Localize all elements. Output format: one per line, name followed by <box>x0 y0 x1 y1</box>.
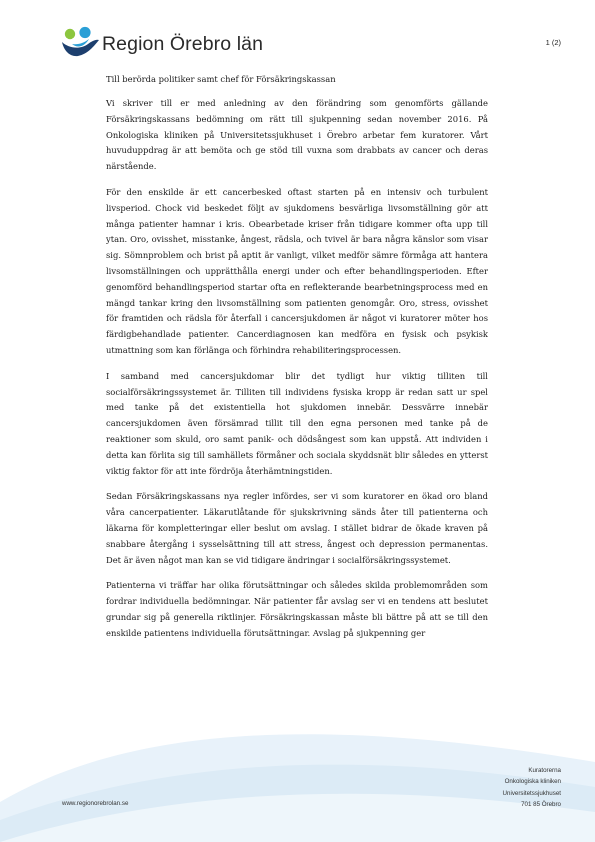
org-name: Region Örebro län <box>102 33 264 55</box>
address-line: Kuratorerna <box>528 767 561 774</box>
region-logo-icon <box>58 24 102 64</box>
paragraph: För den enskilde är ett cancerbesked oftast starten på en intensiv och turbulent livsperiod. Chock vid beskedet följt av sjukdomens besvärliga livsomställning gör att många patienter hamnar i kris. Obearbetade kriser från tidigare kommer ofta upp till ytan. Oro, ovisshet, misstanke, ångest, rädsla, och tvivel är bara några känslor som visar sig. Sömnproblem och brist på aptit är vanligt, vilket medför sämre förmåga att hantera livsomställningen och upprätthålla energi under och efter behandlingsperioden. Efter genomförd behandlingsperiod startar ofta en reflekterande bearbetningsprocess med en mängd tankar kring den livsomställning som patienten genomgår. Oro, stress, ovisshet för framtiden och rädsla för återfall i cancersjukdomen är något vi kuratorer möter hos färdigbehandlade patienter. Cancerdiagnosen kan medföra en fysisk och psykisk utmattning som kan förlänga och förhindra rehabiliteringsprocessen. <box>106 186 488 355</box>
sender-address <box>503 765 561 810</box>
letter-body <box>106 72 488 652</box>
address-line: Onkologiska kliniken <box>504 778 561 786</box>
salutation: Till berörda politiker samt chef för Försäkringskassan <box>106 74 336 84</box>
page-number: 1 (2) <box>545 38 561 47</box>
paragraph: Sedan Försäkringskassans nya regler infördes, ser vi som kuratorer en ökad oro bland våra cancerpatienter. Läkarutlåtande för sjukskrivning sänds åter till patienterna och läkarna för kompletteringar eller beslut om avslag. I stället bidrar de ökade kraven på snabbare återgång i sysselsättning till att stress, ångest och depression permanentas. Det är även något man kan se vid tidigare ändringar i socialförsäkringssystemet. <box>106 491 488 565</box>
paragraph: Patienterna vi träffar har olika förutsättningar och således skilda problemområden som fordrar individuella bedömningar. När patienter får avslag ser vi en tendens att beslutet grundar sig på generella riktlinjer. Försäkringskassan måste bli bättre på att se till den enskilde patientens individuella förutsättningar. Avslag på sjukpenning ger <box>106 580 488 638</box>
region-orebro-logo <box>58 24 318 64</box>
address-line: 701 85 Örebro <box>521 800 561 808</box>
paragraph: I samband med cancersjukdomar blir det tydligt hur viktig tilliten till socialförsäkringssystemet är. Tilliten till individens fysiska kropp är redan satt ur spel med tanke på det existentiella hot sjukdomen innebär. Dessvärre innebär cancersjukdomen även försämrad tillit till den egna personen med tanke på de reaktioner som skuld, oro samt panik- och dödsångest som kan uppstå. Att individen i detta kan förlita sig till samhällets förmåner och sociala skyddsnät blir således en ytterst viktig faktor för att inte fördröja återhämtningstiden. <box>106 370 488 476</box>
website-link[interactable]: www.regionorebrolan.se <box>62 800 129 807</box>
address-line: Universitetssjukhuset <box>502 789 561 797</box>
paragraph: Vi skriver till er med anledning av den förändring som genomförts gällande Försäkringskassans bedömning om rätt till sjukpenning sedan november 2016. På Onkologiska kliniken på Universitetssjukhuset i Örebro arbetar fem kuratorer. Vårt huvuduppdrag är att bemöta och ge stöd till vuxna som drabbats av cancer och deras närstående. <box>106 98 488 172</box>
